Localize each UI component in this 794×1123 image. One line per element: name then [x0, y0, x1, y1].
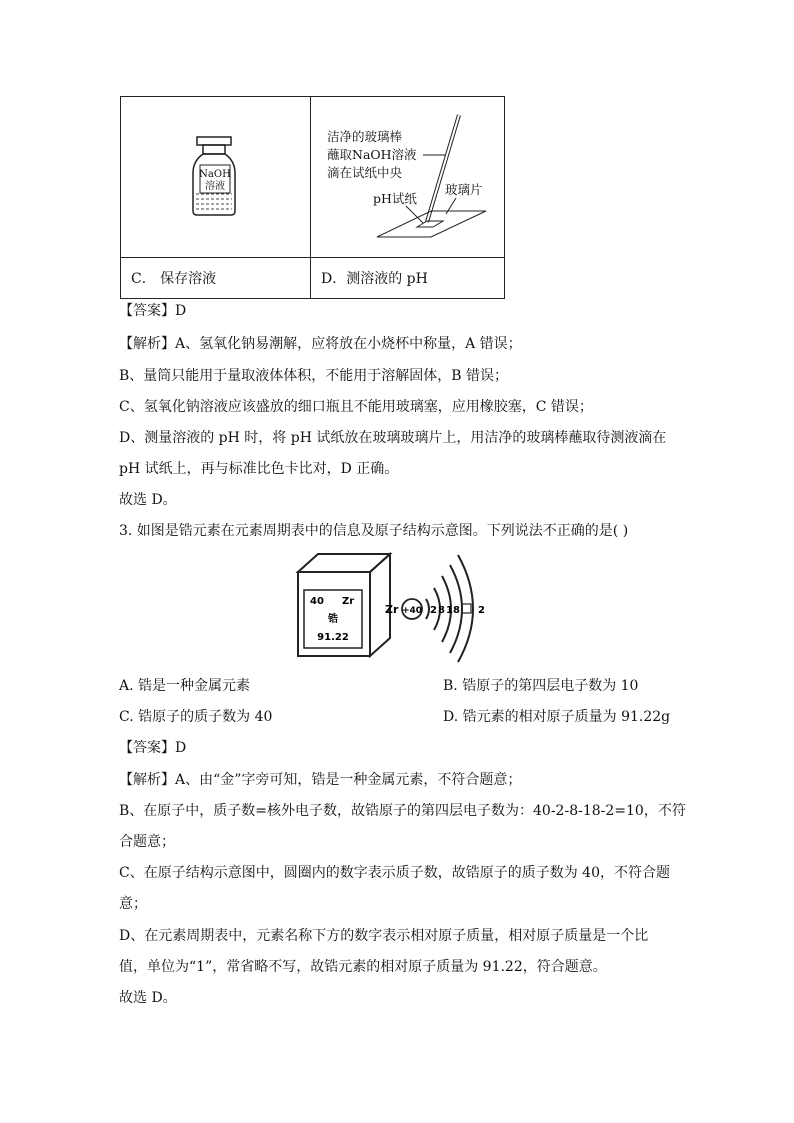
- shell-2-count: 8: [438, 605, 445, 616]
- atomic-mass: 91.22: [317, 632, 349, 643]
- glass-leader: [446, 198, 456, 214]
- q3-choice-d: D. 锆元素的相对原子质量为 91.22g: [443, 709, 671, 725]
- ph-label-line3: 滴在试纸中央: [327, 165, 403, 180]
- q3-analysis-line6: D、在元素周期表中，元素名称下方的数字表示相对原子质量，相对原子质量是一个比: [119, 928, 649, 944]
- figure-cell-d: [311, 97, 505, 258]
- shell-1-count: 2: [430, 605, 437, 616]
- ph-label-line1: 洁净的玻璃棒: [327, 129, 403, 144]
- ph-paper-label: pH试纸: [373, 191, 417, 206]
- q3-analysis-line7: 值，单位为“1”，常省略不写，故锆元素的相对原子质量为 91.22，符合题意。: [119, 959, 607, 975]
- bottle-neck: [203, 145, 225, 154]
- glass-slide: [377, 211, 486, 237]
- shell-3-count: 18: [446, 605, 460, 616]
- glass-label: 玻璃片: [445, 182, 483, 197]
- element-symbol: Zr: [342, 596, 355, 607]
- bottle-liquid: [196, 194, 232, 209]
- q3-analysis-line1: 【解析】A、由“金”字旁可知，锆是一种金属元素，不符合题意；: [119, 772, 522, 788]
- q3-analysis-line3: 合题意；: [119, 834, 175, 850]
- bottle-label-line1: NaOH: [199, 169, 231, 180]
- q3-choice-c: C. 锆原子的质子数为 40: [119, 709, 273, 725]
- q2-analysis-line4: D、测量溶液的 pH 时，将 pH 试纸放在玻璃玻璃片上，用洁净的玻璃棒蘸取待测液滴在: [119, 430, 667, 446]
- q3-analysis-line4: C、在原子结构示意图中，圆圈内的数字表示质子数，故锆原子的质子数为 40，不符合题: [119, 865, 670, 881]
- ph-test-figure: [311, 97, 504, 253]
- shell-5-count: 2: [478, 605, 485, 616]
- q2-analysis-line1: 【解析】A、氢氧化钠易潮解，应将放在小烧杯中称量，A 错误；: [119, 336, 522, 352]
- atomic-number: 40: [310, 596, 324, 607]
- glass-rod: [427, 115, 459, 222]
- nucleus-charge: +40: [401, 606, 423, 616]
- figure-cell-c: [121, 97, 311, 258]
- cube-top: [298, 554, 390, 572]
- bottle-stopper: [197, 137, 231, 145]
- ph-paper-leader: [406, 206, 423, 223]
- reagent-bottle-figure: [121, 97, 310, 253]
- zirconium-figure: [290, 550, 510, 665]
- ph-paper: [417, 221, 443, 227]
- q3-choice-b: B. 锆原子的第四层电子数为 10: [443, 678, 639, 694]
- q3-analysis-line5: 意；: [119, 896, 147, 912]
- option-c-cell: C． 保存溶液: [121, 258, 311, 299]
- q2-analysis-line5: pH 试纸上，再与标准比色卡比对，D 正确。: [119, 461, 399, 477]
- option-d-cell: D．测溶液的 pH: [311, 258, 505, 299]
- atom-symbol: Zr: [385, 603, 399, 616]
- bottle-label-line2: 溶液: [205, 181, 225, 192]
- element-name: 锆: [328, 614, 338, 625]
- shell-4-blank-box: [462, 604, 471, 613]
- q2-analysis-line6: 故选 D。: [119, 492, 177, 508]
- q2-analysis-line2: B、量筒只能用于量取液体体积，不能用于溶解固体，B 错误；: [119, 368, 509, 384]
- q3-analysis-line2: B、在原子中，质子数=核外电子数，故锆原子的第四层电子数为：40-2-8-18-2=10，不符: [119, 803, 686, 819]
- q3-answer: 【答案】D: [119, 740, 187, 756]
- q3-choice-a: A. 锆是一种金属元素: [119, 678, 251, 694]
- q3-stem: 3. 如图是锆元素在元素周期表中的信息及原子结构示意图。下列说法不正确的是( ): [119, 523, 629, 539]
- options-table: [120, 96, 505, 299]
- q2-answer: 【答案】D: [119, 303, 187, 319]
- q3-analysis-line8: 故选 D。: [119, 990, 177, 1006]
- q2-analysis-line3: C、氢氧化钠溶液应该盛放的细口瓶且不能用玻璃塞，应用橡胶塞，C 错误；: [119, 399, 593, 415]
- ph-label-line2: 蘸取NaOH溶液: [327, 147, 417, 162]
